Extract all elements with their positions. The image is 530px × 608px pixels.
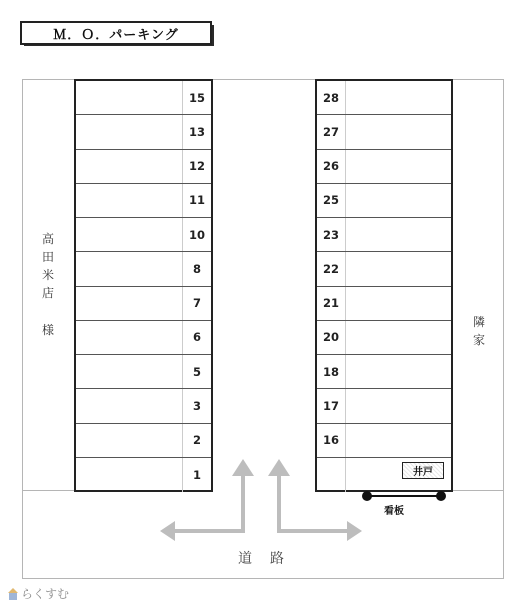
road-label: 道路 bbox=[238, 551, 302, 567]
signboard-label: 看板 bbox=[384, 506, 404, 517]
parking-space-number: 26 bbox=[317, 150, 346, 183]
parking-space-number: 7 bbox=[182, 287, 211, 320]
parking-space-number: 10 bbox=[182, 218, 211, 251]
parking-space-number: 5 bbox=[182, 355, 211, 388]
brand-logo bbox=[8, 585, 69, 602]
parking-space-number: 8 bbox=[182, 252, 211, 285]
well-marker: 井戸 bbox=[402, 462, 444, 479]
parking-space-number: 1 bbox=[182, 458, 211, 492]
arrow-right-path bbox=[279, 470, 352, 531]
parking-space-number: 23 bbox=[317, 218, 346, 251]
parking-space-number: 13 bbox=[182, 115, 211, 148]
parking-space-number: 25 bbox=[317, 184, 346, 217]
arrow-left-path bbox=[170, 470, 243, 531]
arrow-right-up-head bbox=[268, 459, 290, 476]
brand-name: らくすむ bbox=[21, 587, 70, 601]
brand-icon bbox=[8, 588, 18, 600]
parking-space-number: 28 bbox=[317, 81, 346, 114]
neighbor-left-honorific: 様 bbox=[41, 323, 54, 337]
parking-space-number: 17 bbox=[317, 389, 346, 422]
parking-space-number: 27 bbox=[317, 115, 346, 148]
parking-space-number: 21 bbox=[317, 287, 346, 320]
parking-space-number: 18 bbox=[317, 355, 346, 388]
parking-space-number: 11 bbox=[182, 184, 211, 217]
parking-space-number: 16 bbox=[317, 424, 346, 457]
neighbor-right-label: 隣家 bbox=[472, 315, 485, 347]
parking-space-number: 6 bbox=[182, 321, 211, 354]
parking-space-number: 15 bbox=[182, 81, 211, 114]
parking-space-number: 22 bbox=[317, 252, 346, 285]
neighbor-left-label: 高田米店 bbox=[41, 232, 54, 300]
parking-space-number: 2 bbox=[182, 424, 211, 457]
arrow-right-side-head bbox=[347, 521, 362, 541]
page-title: Ｍ．Ｏ．パーキング bbox=[20, 21, 212, 45]
parking-space-number: 3 bbox=[182, 389, 211, 422]
parking-space-number: 20 bbox=[317, 321, 346, 354]
arrow-left-side-head bbox=[160, 521, 175, 541]
arrow-left-up-head bbox=[232, 459, 254, 476]
parking-space-number: 12 bbox=[182, 150, 211, 183]
